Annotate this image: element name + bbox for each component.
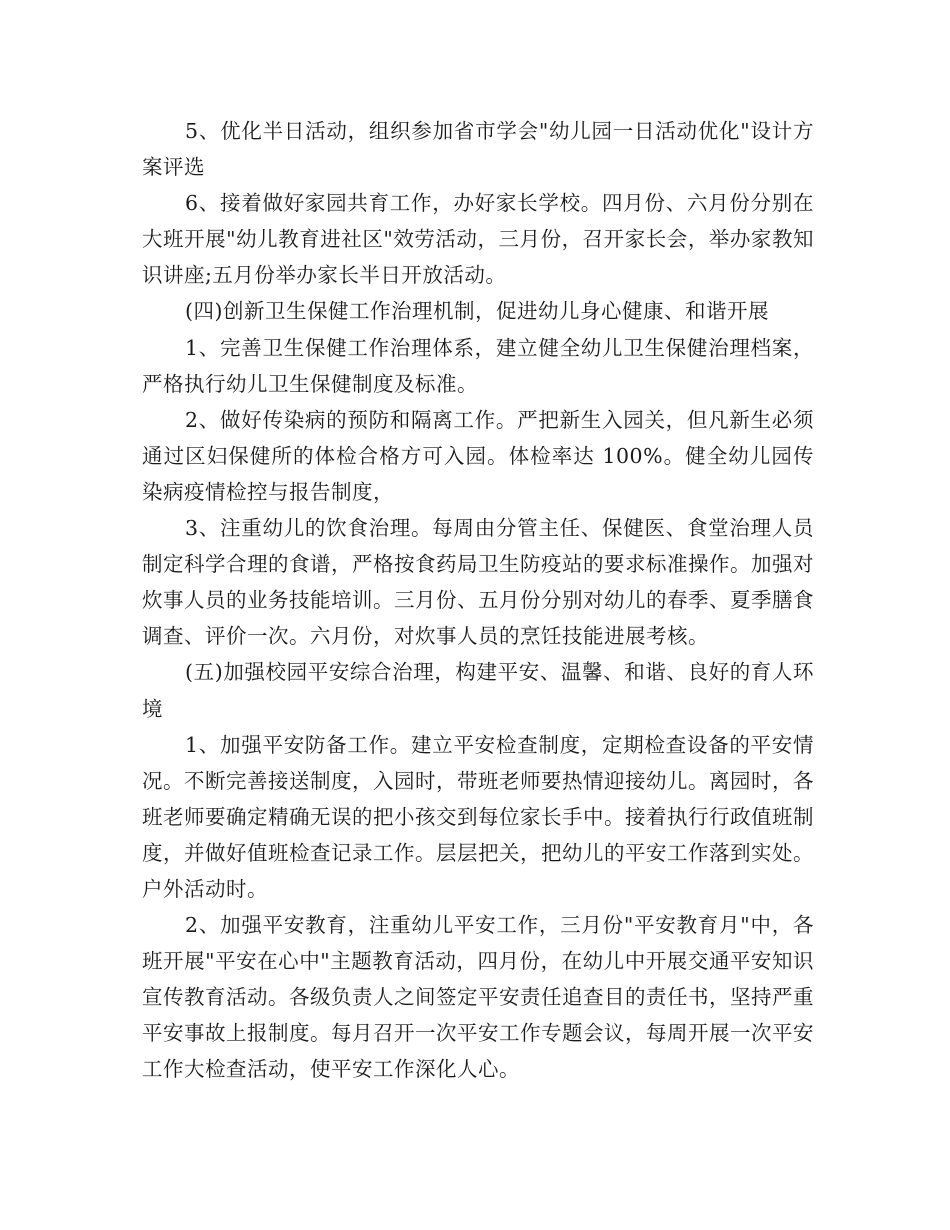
section-heading-4-health-care: (四)创新卫生保健工作治理机制，促进幼儿身心健康、和谐开展 — [185, 299, 770, 324]
section-heading-5-campus-safety: (五)加强校园平安综合治理，构建平安、温馨、和谐、良好的育人环境 — [142, 660, 814, 721]
paragraph-health-item-2: 2、做好传染病的预防和隔离工作。严把新生入园关，但凡新生必须通过区妇保健所的体检合格方可入园。体检率达 100%。健全幼儿园传染病疫情检控与报告制度， — [142, 407, 814, 504]
paragraph-item-5-half-day-activity: 5、优化半日活动，组织参加省市学会"幼儿园一日活动优化"设计方案评选 — [142, 119, 814, 180]
paragraph-health-item-3: 3、注重幼儿的饮食治理。每周由分管主任、保健医、食堂治理人员制定科学合理的食谱，严格按食药局卫生防疫站的要求标准操作。加强对炊事人员的业务技能培训。三月份、五月份分别对幼儿的春季、夏季膳食调查、评价一次。六月份，对炊事人员的烹饪技能进展考核。 — [142, 516, 814, 649]
paragraph-safety-item-2: 2、加强平安教育，注重幼儿平安工作，三月份"平安教育月"中，各班开展"平安在心中"主题教育活动，四月份，在幼儿中开展交通平安知识宣传教育活动。各级负责人之间签定平安责任追查目的责任书，坚持严重平安事故上报制度。每月召开一次平安工作专题会议，每周开展一次平安工作大检查活动，使平安工作深化人心。 — [142, 913, 814, 1082]
paragraph-item-6-home-school: 6、接着做好家园共育工作，办好家长学校。四月份、六月份分别在大班开展"幼儿教育进社区"效劳活动，三月份，召开家长会，举办家教知识讲座;五月份举办家长半日开放活动。 — [142, 191, 814, 288]
paragraph-safety-item-1: 1、加强平安防备工作。建立平安检查制度，定期检查设备的平安情况。不断完善接送制度，入园时，带班老师要热情迎接幼儿。离园时，各班老师要确定精确无误的把小孩交到每位家长手中。接着执行行政值班制度，并做好值班检查记录工作。层层把关，把幼儿的平安工作落到实处。户外活动时。 — [142, 732, 814, 901]
document-body — [142, 113, 814, 1088]
paragraph-health-item-1: 1、完善卫生保健工作治理体系，建立健全幼儿卫生保健治理档案，严格执行幼儿卫生保健制度及标准。 — [142, 335, 814, 396]
